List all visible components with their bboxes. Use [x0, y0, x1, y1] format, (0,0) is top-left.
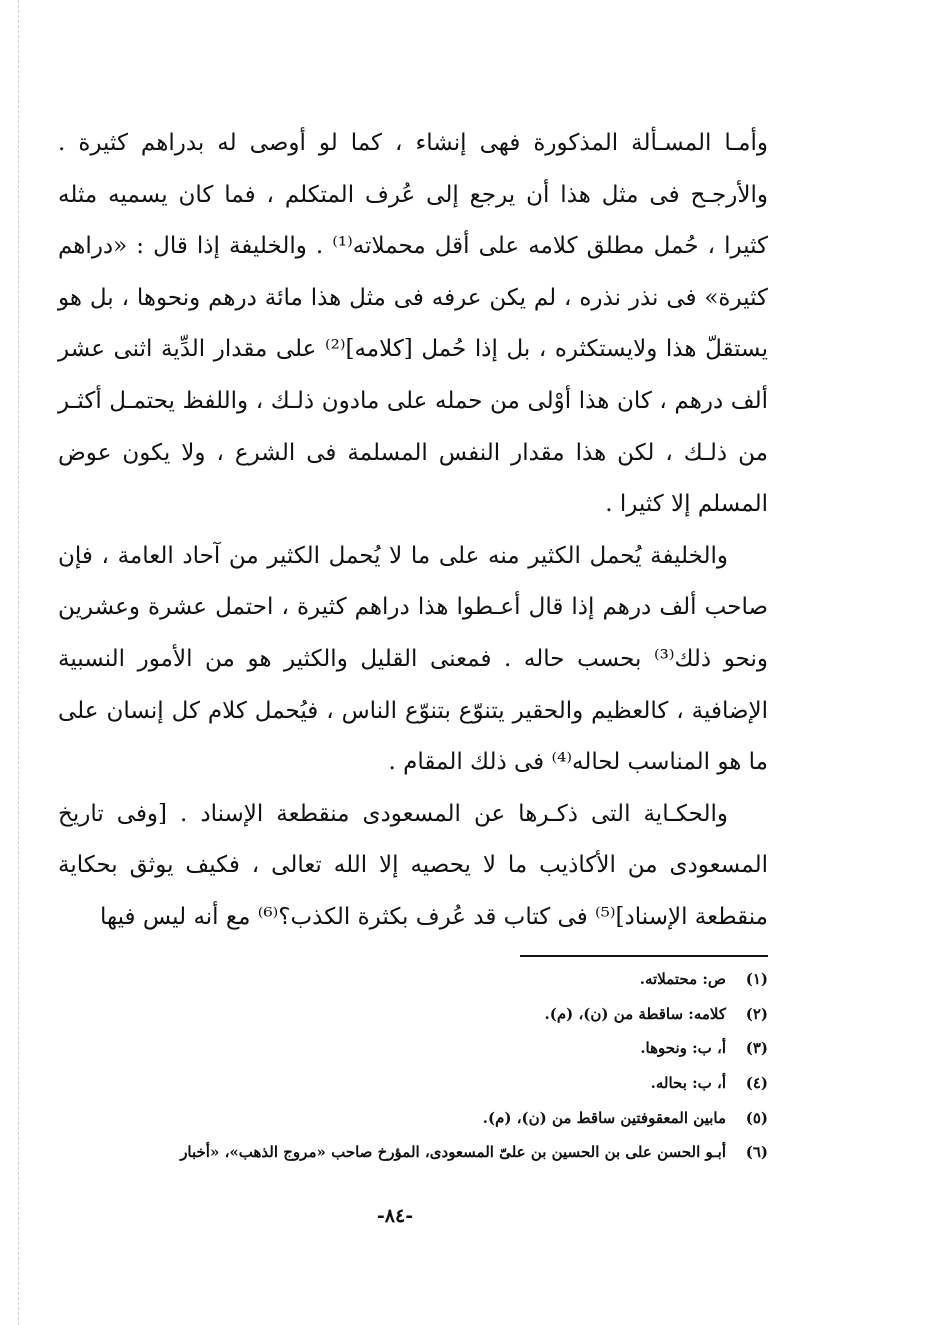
footnote-number: (١) — [745, 970, 768, 989]
footnote-number: (٦) — [745, 1143, 768, 1162]
paragraph-3: والحكـاية التى ذكـرها عن المسعودى منقطعة الإسناد . [وفى تاريخ المسعودى من الأكاذيب ما لا يحصيه إلا الله تعالى ، فكيف يوثق بحكاية منقطعة الإسناد]⁽⁵⁾ فى كتاب قد عُرف بكثرة الكذب؟⁽⁶⁾ مع أنه ليس فيها — [58, 800, 768, 930]
footnote-separator — [520, 955, 768, 957]
footnote-1 — [40, 962, 768, 997]
paragraph-2: والخليفة يُحمل الكثير منه على ما لا يُحمل الكثير من آحاد العامة ، فإن صاحب ألف درهم إذا قال أعـطوا هذا دراهم كثيرة ، احتمل عشرة وعشرين ونحو ذلك⁽³⁾ بحسب حاله . فمعنى القليل والكثير هو من الأمور النسبية الإضافية ، كالعظيم والحقير يتنوّع بتنوّع الناس ، فيُحمل كلام كل إنسان على ما هو المناسب لحاله⁽⁴⁾ فى ذلك المقام . — [58, 542, 768, 776]
footnote-2 — [40, 997, 768, 1032]
footnote-text: مابين المعقوفتين ساقط من (ن)، (م). — [482, 1108, 726, 1127]
footnote-text: أبـو الحسن على بن الحسين بن علىّ المسعودى، المؤرخ صاحب «مروج الذهب»، «أخبار — [180, 1143, 726, 1162]
footnote-text: كلامه: ساقطة من (ن)، (م). — [544, 1004, 726, 1023]
footnote-text: ص: محتملاته. — [639, 970, 726, 989]
footnotes — [40, 962, 768, 1170]
main-text — [58, 118, 768, 944]
footnote-number: (٥) — [745, 1108, 768, 1127]
footnote-6 — [40, 1135, 768, 1170]
footnote-text: أ، ب: ونحوها. — [640, 1039, 726, 1058]
footnote-3 — [40, 1031, 768, 1066]
footnote-4 — [40, 1066, 768, 1101]
footnote-number: (٤) — [745, 1074, 768, 1093]
page-number: -٨٤- — [376, 1205, 414, 1227]
footnote-5 — [40, 1100, 768, 1135]
paragraph-1: وأمـا المسـألة المذكورة فهى إنشاء ، كما لو أوصى له بدراهم كثيرة . والأرجـح فى مثل هذا أن يرجع إلى عُرف المتكلم ، فما كان يسميه مثله كثيرا ، حُمل مطلق كلامه على أقل محملاته⁽¹⁾ . والخليفة إذا قال : «دراهم كثيرة» فى نذر نذره ، لم يكن عرفه فى مثل هذا مائة درهم ونحوها ، بل هو يستقلّ هذا ولايستكثره ، بل إذا حُمل [كلامه]⁽²⁾ على مقدار الدِّية اثنى عشر ألف درهم ، كان هذا أوْلى من حمله على مادون ذلـك ، واللفظ يحتمـل أكثـر من ذلـك ، لكن هذا مقدار النفس المسلمة فى الشرع ، ولا يكون عوض المسلم إلا كثيرا . — [58, 130, 768, 518]
footnote-number: (٣) — [745, 1039, 768, 1058]
margin-rule — [18, 0, 19, 1325]
footnote-text: أ، ب: بحاله. — [650, 1074, 726, 1093]
footnote-number: (٢) — [745, 1004, 768, 1023]
